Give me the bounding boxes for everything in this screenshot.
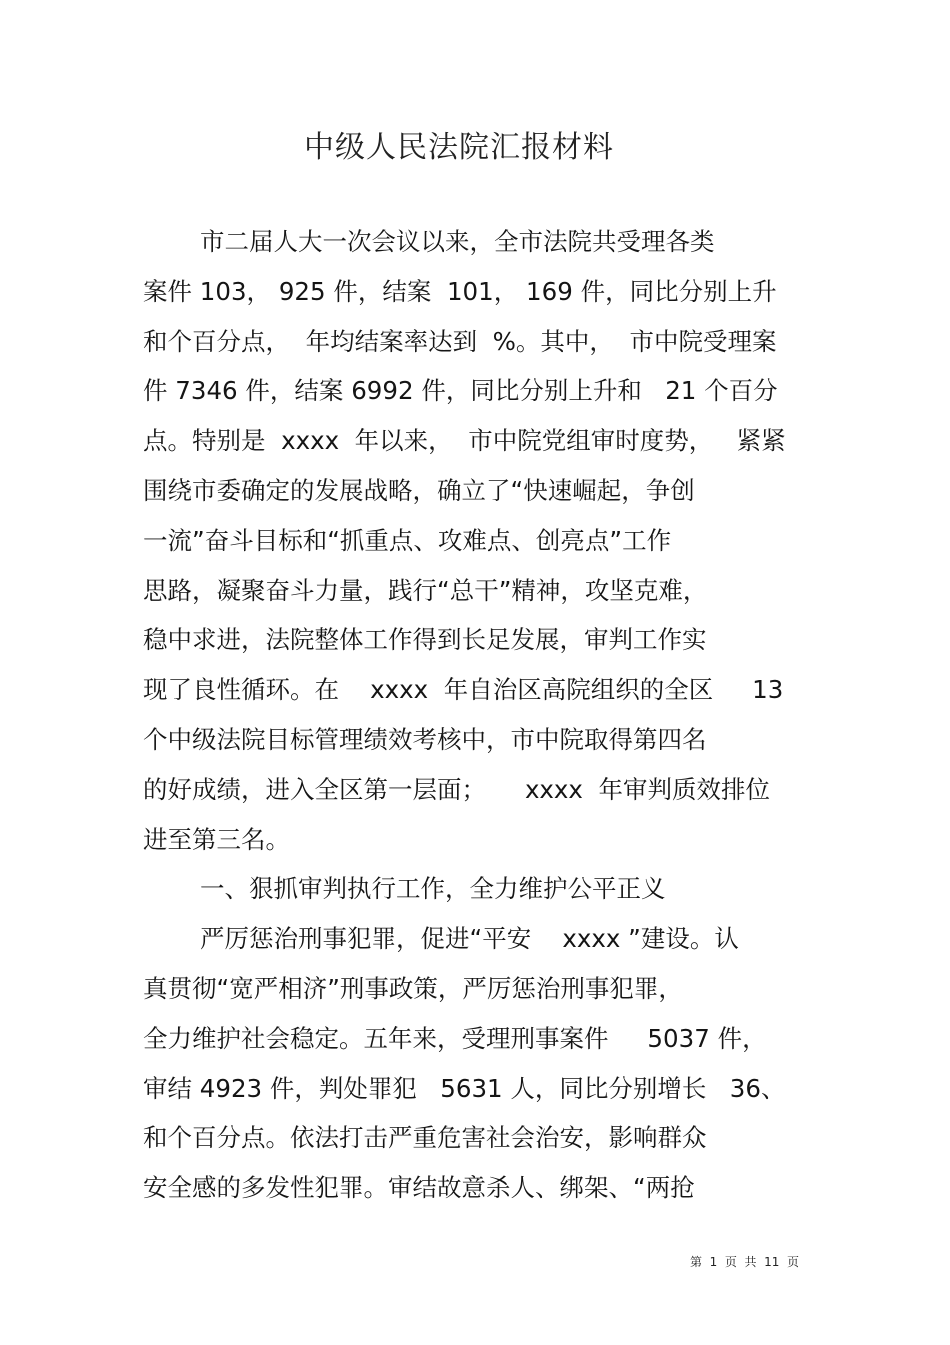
body-line: 全力维护社会稳定。五年来，受理刑事案件 5037 件，: [143, 1023, 767, 1053]
body-line: 真贯彻“宽严相济”刑事政策，严厉惩治刑事犯罪，: [143, 973, 683, 1003]
body-line: 稳中求进，法院整体工作得到长足发展，审判工作实: [143, 625, 707, 655]
body-line: 严厉惩治刑事犯罪，促进“平安 xxxx ”建设。认: [200, 924, 739, 954]
section-heading: 一、狠抓审判执行工作，全力维护公平正义: [200, 874, 666, 904]
body-line: 案件 103， 925 件，结案 101， 169 件，同比分别上升: [143, 276, 777, 306]
body-line: 进至第三名。: [143, 824, 290, 854]
body-line: 思路，凝聚奋斗力量，践行“总干”精神，攻坚克难，: [143, 575, 708, 605]
body-line: 个中级法院目标管理绩效考核中，市中院取得第四名: [143, 724, 707, 754]
body-line: 围绕市委确定的发展战略，确立了“快速崛起，争创: [143, 475, 695, 505]
body-line: 审结 4923 件，判处罪犯 5631 人，同比分别增长 36、: [143, 1073, 786, 1103]
body-line: 市二届人大一次会议以来，全市法院共受理各类: [200, 227, 715, 256]
body-line: 和个百分点。依法打击严重危害社会治安，影响群众: [143, 1123, 707, 1153]
body-line: 和个百分点， 年均结案率达到 %。其中， 市中院受理案: [143, 326, 777, 356]
body-line: 点。特别是 xxxx 年以来， 市中院党组审时度势， 紧紧: [143, 426, 786, 456]
body-line: 件 7346 件，结案 6992 件，同比分别上升和 21 个百分: [143, 376, 778, 406]
body-line: 现了良性循环。在 xxxx 年自治区高院组织的全区 13: [143, 675, 784, 705]
document-body: [143, 222, 823, 1218]
body-line: 一流”奋斗目标和“抓重点、攻难点、创亮点”工作: [143, 525, 672, 555]
body-line: 安全感的多发性犯罪。审结故意杀人、绑架、“两抢: [143, 1173, 695, 1203]
document-title: 中级人民法院汇报材料: [304, 130, 614, 165]
page-footer: 第 1 页 共 11 页: [690, 1255, 800, 1269]
body-line: 的好成绩，进入全区第一层面； xxxx 年审判质效排位: [143, 774, 771, 804]
